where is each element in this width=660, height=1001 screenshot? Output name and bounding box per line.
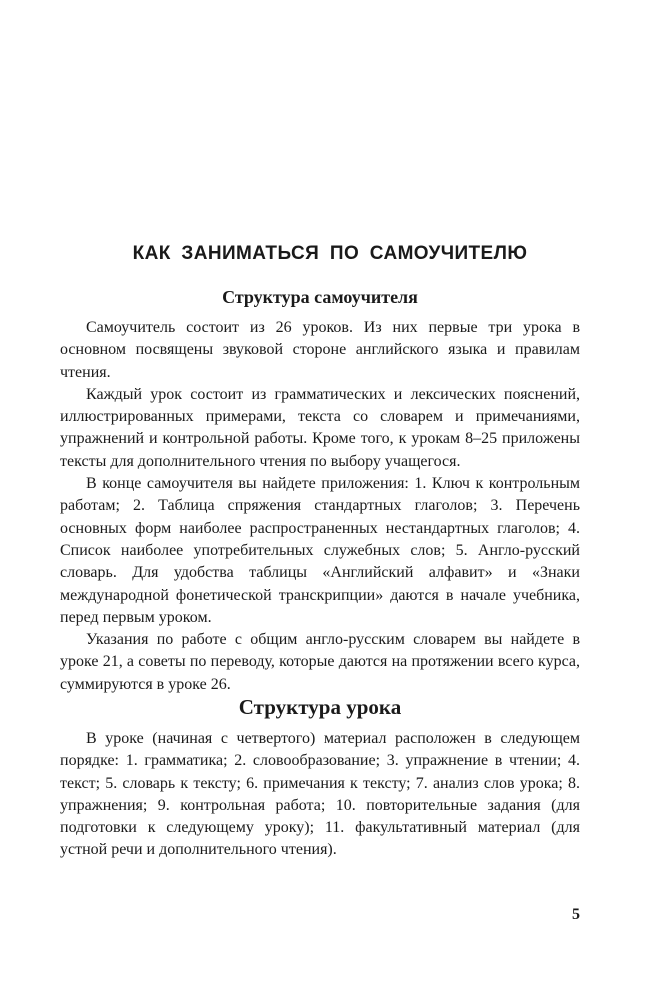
section-book-structure [60,285,580,696]
paragraph: Каждый урок состоит из грамматических и лексических пояснений, иллюстрированных примерами, текста со словарем и примечаниями, упражнений и контрольной работы. Кроме того, к урокам 8–25 приложены тексты для дополнительного чтения по выбору учащегося. [60,385,580,470]
section-title: Структура урока [238,695,402,719]
section-lesson-structure [60,694,580,862]
paragraph: В уроке (начиная с четвертого) материал расположен в следующем порядке: 1. грамматика; 2. словообразование; 3. упражнение в чтении; 4. текст; 5. словарь к тексту; 6. примечания к тексту; 7. анализ слов урока; 8. упражнения; 9. контрольная работа; 10. повторительные задания (для подготовки к следующему уроку); 11. факультативный материал (для устной речи и дополнительного чтения). [60,730,580,859]
page-number: 5 [572,906,580,923]
chapter-title: КАК ЗАНИМАТЬСЯ ПО САМОУЧИТЕЛЮ [132,243,528,264]
section-title: Структура самоучителя [222,287,418,307]
paragraph: Указания по работе с общим англо-русским словарем вы найдете в уроке 21, а советы по переводу, которые даются на протяжении всего курса, суммируются в уроке 26. [60,631,580,693]
paragraph: Самоучитель состоит из 26 уроков. Из них первые три урока в основном посвящены звуковой стороне английского языка и правилам чтения. [60,319,580,381]
paragraph: В конце самоучителя вы найдете приложения: 1. Ключ к контрольным работам; 2. Таблица спряжения стандартных глаголов; 3. Перечень основных форм наиболее распространенных нестандартных глаголов; 4. Список наиболее употребительных служебных слов; 5. Англо-русский словарь. Для удобства таблицы «Английский алфавит» и «Знаки международной фонетической транскрипции» даются в начале учебника, перед первым уроком. [60,475,580,626]
